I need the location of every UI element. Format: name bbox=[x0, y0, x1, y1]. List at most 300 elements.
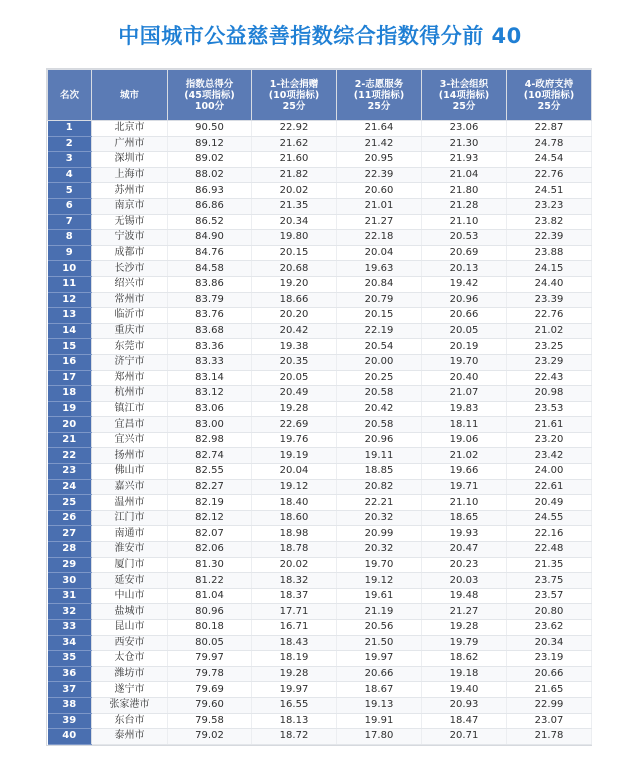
city-cell: 潍坊市 bbox=[92, 666, 168, 682]
rank-cell: 17 bbox=[48, 370, 92, 386]
volunteer-cell: 19.11 bbox=[337, 448, 422, 464]
donation-cell: 18.60 bbox=[252, 510, 337, 526]
ranking-table bbox=[47, 69, 592, 745]
volunteer-cell: 20.54 bbox=[337, 339, 422, 355]
table-row bbox=[48, 401, 592, 417]
total-score-cell: 84.58 bbox=[168, 261, 252, 277]
total-score-cell: 83.33 bbox=[168, 354, 252, 370]
rank-cell: 24 bbox=[48, 479, 92, 495]
gov-support-cell: 23.75 bbox=[507, 573, 592, 589]
city-cell: 南京市 bbox=[92, 198, 168, 214]
social-org-cell: 20.40 bbox=[422, 370, 507, 386]
table-row bbox=[48, 526, 592, 542]
city-cell: 泰州市 bbox=[92, 729, 168, 745]
volunteer-cell: 20.60 bbox=[337, 183, 422, 199]
donation-cell: 18.78 bbox=[252, 542, 337, 558]
header-line: (11项指标) bbox=[353, 89, 405, 101]
social-org-cell: 19.83 bbox=[422, 401, 507, 417]
social-org-cell: 19.28 bbox=[422, 620, 507, 636]
gov-support-cell: 20.66 bbox=[507, 666, 592, 682]
rank-cell: 26 bbox=[48, 510, 92, 526]
gov-support-cell: 23.07 bbox=[507, 713, 592, 729]
header-line: 100分 bbox=[194, 100, 225, 112]
total-score-cell: 80.18 bbox=[168, 620, 252, 636]
donation-cell: 19.20 bbox=[252, 276, 337, 292]
city-cell: 长沙市 bbox=[92, 261, 168, 277]
rank-cell: 16 bbox=[48, 354, 92, 370]
table-row bbox=[48, 214, 592, 230]
header-line: (10项指标) bbox=[523, 89, 575, 101]
city-cell: 郑州市 bbox=[92, 370, 168, 386]
rank-cell: 11 bbox=[48, 276, 92, 292]
donation-cell: 18.43 bbox=[252, 635, 337, 651]
total-score-cell: 79.69 bbox=[168, 682, 252, 698]
table-row bbox=[48, 479, 592, 495]
rank-cell: 1 bbox=[48, 121, 92, 137]
rank-cell: 33 bbox=[48, 620, 92, 636]
total-score-cell: 82.12 bbox=[168, 510, 252, 526]
volunteer-cell: 19.63 bbox=[337, 261, 422, 277]
volunteer-cell: 22.19 bbox=[337, 323, 422, 339]
gov-support-cell: 21.65 bbox=[507, 682, 592, 698]
total-score-cell: 83.14 bbox=[168, 370, 252, 386]
header-line: 指数总得分 bbox=[185, 78, 234, 90]
total-score-cell: 82.19 bbox=[168, 495, 252, 511]
table-row bbox=[48, 713, 592, 729]
city-cell: 宜兴市 bbox=[92, 432, 168, 448]
volunteer-cell: 21.27 bbox=[337, 214, 422, 230]
social-org-cell: 23.06 bbox=[422, 121, 507, 137]
donation-cell: 20.34 bbox=[252, 214, 337, 230]
table-row bbox=[48, 308, 592, 324]
table-row bbox=[48, 697, 592, 713]
donation-cell: 19.12 bbox=[252, 479, 337, 495]
gov-support-cell: 23.88 bbox=[507, 245, 592, 261]
total-score-cell: 84.90 bbox=[168, 230, 252, 246]
volunteer-cell: 20.15 bbox=[337, 308, 422, 324]
volunteer-cell: 19.97 bbox=[337, 651, 422, 667]
social-org-cell: 19.48 bbox=[422, 588, 507, 604]
volunteer-cell: 20.96 bbox=[337, 432, 422, 448]
header-line: 25分 bbox=[367, 100, 391, 112]
rank-cell: 32 bbox=[48, 604, 92, 620]
total-score-cell: 81.04 bbox=[168, 588, 252, 604]
gov-support-cell: 23.62 bbox=[507, 620, 592, 636]
social-org-cell: 19.40 bbox=[422, 682, 507, 698]
city-cell: 厦门市 bbox=[92, 557, 168, 573]
volunteer-cell: 20.84 bbox=[337, 276, 422, 292]
header-line: 名次 bbox=[59, 89, 79, 101]
gov-support-cell: 20.80 bbox=[507, 604, 592, 620]
gov-support-cell: 22.76 bbox=[507, 308, 592, 324]
donation-cell: 18.37 bbox=[252, 588, 337, 604]
table-row bbox=[48, 448, 592, 464]
header-line: 25分 bbox=[282, 100, 306, 112]
city-cell: 成都市 bbox=[92, 245, 168, 261]
city-cell: 西安市 bbox=[92, 635, 168, 651]
header-city bbox=[92, 70, 168, 121]
social-org-cell: 19.66 bbox=[422, 464, 507, 480]
table-row bbox=[48, 245, 592, 261]
social-org-cell: 21.02 bbox=[422, 448, 507, 464]
header-rank bbox=[48, 70, 92, 121]
total-score-cell: 82.98 bbox=[168, 432, 252, 448]
social-org-cell: 21.27 bbox=[422, 604, 507, 620]
rank-cell: 37 bbox=[48, 682, 92, 698]
gov-support-cell: 23.25 bbox=[507, 339, 592, 355]
volunteer-cell: 21.19 bbox=[337, 604, 422, 620]
rank-cell: 25 bbox=[48, 495, 92, 511]
gov-support-cell: 24.15 bbox=[507, 261, 592, 277]
rank-cell: 29 bbox=[48, 557, 92, 573]
gov-support-cell: 23.23 bbox=[507, 198, 592, 214]
social-org-cell: 21.30 bbox=[422, 136, 507, 152]
table-row bbox=[48, 651, 592, 667]
gov-support-cell: 23.57 bbox=[507, 588, 592, 604]
total-score-cell: 79.58 bbox=[168, 713, 252, 729]
volunteer-cell: 18.85 bbox=[337, 464, 422, 480]
city-cell: 温州市 bbox=[92, 495, 168, 511]
social-org-cell: 21.10 bbox=[422, 214, 507, 230]
city-cell: 苏州市 bbox=[92, 183, 168, 199]
city-cell: 东莞市 bbox=[92, 339, 168, 355]
donation-cell: 17.71 bbox=[252, 604, 337, 620]
city-cell: 江门市 bbox=[92, 510, 168, 526]
volunteer-cell: 19.12 bbox=[337, 573, 422, 589]
gov-support-cell: 22.76 bbox=[507, 167, 592, 183]
table-row bbox=[48, 136, 592, 152]
gov-support-cell: 22.87 bbox=[507, 121, 592, 137]
rank-cell: 13 bbox=[48, 308, 92, 324]
gov-support-cell: 23.19 bbox=[507, 651, 592, 667]
total-score-cell: 83.00 bbox=[168, 417, 252, 433]
table-row bbox=[48, 230, 592, 246]
rank-cell: 3 bbox=[48, 152, 92, 168]
social-org-cell: 19.71 bbox=[422, 479, 507, 495]
table-row bbox=[48, 464, 592, 480]
social-org-cell: 21.93 bbox=[422, 152, 507, 168]
header-line: (45项指标) bbox=[184, 89, 235, 101]
gov-support-cell: 21.02 bbox=[507, 323, 592, 339]
donation-cell: 20.15 bbox=[252, 245, 337, 261]
social-org-cell: 20.03 bbox=[422, 573, 507, 589]
total-score-cell: 83.68 bbox=[168, 323, 252, 339]
total-score-cell: 83.79 bbox=[168, 292, 252, 308]
donation-cell: 19.38 bbox=[252, 339, 337, 355]
header-line: 2-志愿服务 bbox=[354, 78, 404, 90]
city-cell: 嘉兴市 bbox=[92, 479, 168, 495]
social-org-cell: 19.42 bbox=[422, 276, 507, 292]
total-score-cell: 81.22 bbox=[168, 573, 252, 589]
volunteer-cell: 21.64 bbox=[337, 121, 422, 137]
gov-support-cell: 20.98 bbox=[507, 386, 592, 402]
header-line: 1-社会捐赠 bbox=[269, 78, 319, 90]
city-cell: 宜昌市 bbox=[92, 417, 168, 433]
donation-cell: 18.19 bbox=[252, 651, 337, 667]
donation-cell: 20.35 bbox=[252, 354, 337, 370]
social-org-cell: 18.65 bbox=[422, 510, 507, 526]
volunteer-cell: 19.13 bbox=[337, 697, 422, 713]
header-social-org bbox=[422, 70, 507, 121]
volunteer-cell: 21.50 bbox=[337, 635, 422, 651]
total-score-cell: 82.74 bbox=[168, 448, 252, 464]
table-row bbox=[48, 682, 592, 698]
table-row bbox=[48, 292, 592, 308]
volunteer-cell: 20.42 bbox=[337, 401, 422, 417]
rank-cell: 35 bbox=[48, 651, 92, 667]
table-row bbox=[48, 323, 592, 339]
header-line: 25分 bbox=[537, 100, 561, 112]
table-row bbox=[48, 620, 592, 636]
social-org-cell: 18.62 bbox=[422, 651, 507, 667]
total-score-cell: 83.12 bbox=[168, 386, 252, 402]
gov-support-cell: 23.39 bbox=[507, 292, 592, 308]
rank-cell: 34 bbox=[48, 635, 92, 651]
social-org-cell: 20.23 bbox=[422, 557, 507, 573]
social-org-cell: 20.69 bbox=[422, 245, 507, 261]
total-score-cell: 80.05 bbox=[168, 635, 252, 651]
social-org-cell: 21.07 bbox=[422, 386, 507, 402]
rank-cell: 15 bbox=[48, 339, 92, 355]
total-score-cell: 89.02 bbox=[168, 152, 252, 168]
city-cell: 昆山市 bbox=[92, 620, 168, 636]
page-title: 中国城市公益慈善指数综合指数得分前 40 bbox=[118, 24, 522, 48]
total-score-cell: 79.02 bbox=[168, 729, 252, 745]
total-score-cell: 83.76 bbox=[168, 308, 252, 324]
volunteer-cell: 20.99 bbox=[337, 526, 422, 542]
donation-cell: 20.02 bbox=[252, 183, 337, 199]
social-org-cell: 21.80 bbox=[422, 183, 507, 199]
rank-cell: 6 bbox=[48, 198, 92, 214]
city-cell: 东台市 bbox=[92, 713, 168, 729]
table-row bbox=[48, 635, 592, 651]
rank-cell: 23 bbox=[48, 464, 92, 480]
volunteer-cell: 20.95 bbox=[337, 152, 422, 168]
total-score-cell: 83.36 bbox=[168, 339, 252, 355]
total-score-cell: 80.96 bbox=[168, 604, 252, 620]
gov-support-cell: 21.61 bbox=[507, 417, 592, 433]
donation-cell: 19.97 bbox=[252, 682, 337, 698]
header-line: (14项指标) bbox=[438, 89, 490, 101]
total-score-cell: 82.55 bbox=[168, 464, 252, 480]
total-score-cell: 79.97 bbox=[168, 651, 252, 667]
social-org-cell: 19.93 bbox=[422, 526, 507, 542]
table-row bbox=[48, 121, 592, 137]
city-cell: 张家港市 bbox=[92, 697, 168, 713]
gov-support-cell: 24.54 bbox=[507, 152, 592, 168]
city-cell: 宁波市 bbox=[92, 230, 168, 246]
social-org-cell: 20.66 bbox=[422, 308, 507, 324]
total-score-cell: 79.60 bbox=[168, 697, 252, 713]
volunteer-cell: 20.04 bbox=[337, 245, 422, 261]
donation-cell: 20.68 bbox=[252, 261, 337, 277]
donation-cell: 22.92 bbox=[252, 121, 337, 137]
donation-cell: 20.04 bbox=[252, 464, 337, 480]
gov-support-cell: 23.53 bbox=[507, 401, 592, 417]
city-cell: 镇江市 bbox=[92, 401, 168, 417]
total-score-cell: 81.30 bbox=[168, 557, 252, 573]
header-line: 城市 bbox=[119, 89, 139, 101]
city-cell: 中山市 bbox=[92, 588, 168, 604]
total-score-cell: 86.86 bbox=[168, 198, 252, 214]
social-org-cell: 20.05 bbox=[422, 323, 507, 339]
table-row bbox=[48, 495, 592, 511]
volunteer-cell: 20.58 bbox=[337, 386, 422, 402]
donation-cell: 22.69 bbox=[252, 417, 337, 433]
header-gov-support bbox=[507, 70, 592, 121]
total-score-cell: 86.93 bbox=[168, 183, 252, 199]
volunteer-cell: 19.61 bbox=[337, 588, 422, 604]
volunteer-cell: 19.70 bbox=[337, 557, 422, 573]
gov-support-cell: 23.42 bbox=[507, 448, 592, 464]
table-row bbox=[48, 339, 592, 355]
table-row bbox=[48, 588, 592, 604]
volunteer-cell: 20.58 bbox=[337, 417, 422, 433]
gov-support-cell: 22.43 bbox=[507, 370, 592, 386]
gov-support-cell: 22.48 bbox=[507, 542, 592, 558]
donation-cell: 21.35 bbox=[252, 198, 337, 214]
volunteer-cell: 20.25 bbox=[337, 370, 422, 386]
gov-support-cell: 24.40 bbox=[507, 276, 592, 292]
gov-support-cell: 24.00 bbox=[507, 464, 592, 480]
total-score-cell: 84.76 bbox=[168, 245, 252, 261]
gov-support-cell: 24.78 bbox=[507, 136, 592, 152]
volunteer-cell: 20.56 bbox=[337, 620, 422, 636]
city-cell: 无锡市 bbox=[92, 214, 168, 230]
rank-cell: 9 bbox=[48, 245, 92, 261]
total-score-cell: 83.86 bbox=[168, 276, 252, 292]
donation-cell: 19.76 bbox=[252, 432, 337, 448]
rank-cell: 20 bbox=[48, 417, 92, 433]
table-row bbox=[48, 354, 592, 370]
gov-support-cell: 20.34 bbox=[507, 635, 592, 651]
gov-support-cell: 24.55 bbox=[507, 510, 592, 526]
city-cell: 太仓市 bbox=[92, 651, 168, 667]
table-row bbox=[48, 729, 592, 745]
social-org-cell: 19.70 bbox=[422, 354, 507, 370]
social-org-cell: 21.10 bbox=[422, 495, 507, 511]
donation-cell: 16.55 bbox=[252, 697, 337, 713]
table-row bbox=[48, 152, 592, 168]
donation-cell: 16.71 bbox=[252, 620, 337, 636]
table-body bbox=[48, 121, 592, 745]
donation-cell: 18.72 bbox=[252, 729, 337, 745]
rank-cell: 27 bbox=[48, 526, 92, 542]
volunteer-cell: 20.32 bbox=[337, 510, 422, 526]
total-score-cell: 86.52 bbox=[168, 214, 252, 230]
gov-support-cell: 21.78 bbox=[507, 729, 592, 745]
gov-support-cell: 22.61 bbox=[507, 479, 592, 495]
gov-support-cell: 24.51 bbox=[507, 183, 592, 199]
table-row bbox=[48, 183, 592, 199]
social-org-cell: 20.71 bbox=[422, 729, 507, 745]
rank-cell: 28 bbox=[48, 542, 92, 558]
header-line: 25分 bbox=[452, 100, 476, 112]
rank-cell: 10 bbox=[48, 261, 92, 277]
donation-cell: 18.32 bbox=[252, 573, 337, 589]
table-row bbox=[48, 666, 592, 682]
table-row bbox=[48, 510, 592, 526]
social-org-cell: 18.11 bbox=[422, 417, 507, 433]
city-cell: 上海市 bbox=[92, 167, 168, 183]
city-cell: 盐城市 bbox=[92, 604, 168, 620]
total-score-cell: 82.27 bbox=[168, 479, 252, 495]
volunteer-cell: 19.91 bbox=[337, 713, 422, 729]
table-row bbox=[48, 432, 592, 448]
city-cell: 淮安市 bbox=[92, 542, 168, 558]
table-row bbox=[48, 167, 592, 183]
rank-cell: 7 bbox=[48, 214, 92, 230]
rank-cell: 30 bbox=[48, 573, 92, 589]
rank-cell: 38 bbox=[48, 697, 92, 713]
header-donation bbox=[252, 70, 337, 121]
city-cell: 佛山市 bbox=[92, 464, 168, 480]
volunteer-cell: 20.66 bbox=[337, 666, 422, 682]
social-org-cell: 20.13 bbox=[422, 261, 507, 277]
social-org-cell: 19.18 bbox=[422, 666, 507, 682]
social-org-cell: 21.28 bbox=[422, 198, 507, 214]
gov-support-cell: 23.29 bbox=[507, 354, 592, 370]
table-row bbox=[48, 417, 592, 433]
city-cell: 广州市 bbox=[92, 136, 168, 152]
social-org-cell: 19.06 bbox=[422, 432, 507, 448]
rank-cell: 40 bbox=[48, 729, 92, 745]
table-row bbox=[48, 198, 592, 214]
table-row bbox=[48, 276, 592, 292]
total-score-cell: 79.78 bbox=[168, 666, 252, 682]
donation-cell: 18.98 bbox=[252, 526, 337, 542]
city-cell: 济宁市 bbox=[92, 354, 168, 370]
city-cell: 遂宁市 bbox=[92, 682, 168, 698]
rank-cell: 19 bbox=[48, 401, 92, 417]
header-line: 4-政府支持 bbox=[524, 78, 574, 90]
table-header-row bbox=[48, 70, 592, 121]
social-org-cell: 20.53 bbox=[422, 230, 507, 246]
city-cell: 延安市 bbox=[92, 573, 168, 589]
rank-cell: 36 bbox=[48, 666, 92, 682]
volunteer-cell: 17.80 bbox=[337, 729, 422, 745]
city-cell: 常州市 bbox=[92, 292, 168, 308]
rank-cell: 14 bbox=[48, 323, 92, 339]
header-line: (10项指标) bbox=[268, 89, 320, 101]
table-row bbox=[48, 557, 592, 573]
rank-cell: 39 bbox=[48, 713, 92, 729]
rank-cell: 4 bbox=[48, 167, 92, 183]
volunteer-cell: 22.39 bbox=[337, 167, 422, 183]
rank-cell: 22 bbox=[48, 448, 92, 464]
rank-cell: 18 bbox=[48, 386, 92, 402]
gov-support-cell: 23.82 bbox=[507, 214, 592, 230]
donation-cell: 19.80 bbox=[252, 230, 337, 246]
social-org-cell: 21.04 bbox=[422, 167, 507, 183]
volunteer-cell: 22.21 bbox=[337, 495, 422, 511]
table-row bbox=[48, 604, 592, 620]
donation-cell: 18.13 bbox=[252, 713, 337, 729]
gov-support-cell: 22.99 bbox=[507, 697, 592, 713]
rank-cell: 21 bbox=[48, 432, 92, 448]
city-cell: 扬州市 bbox=[92, 448, 168, 464]
total-score-cell: 90.50 bbox=[168, 121, 252, 137]
rank-cell: 8 bbox=[48, 230, 92, 246]
donation-cell: 21.60 bbox=[252, 152, 337, 168]
city-cell: 重庆市 bbox=[92, 323, 168, 339]
city-cell: 深圳市 bbox=[92, 152, 168, 168]
rank-cell: 2 bbox=[48, 136, 92, 152]
total-score-cell: 82.06 bbox=[168, 542, 252, 558]
donation-cell: 19.28 bbox=[252, 666, 337, 682]
donation-cell: 20.20 bbox=[252, 308, 337, 324]
social-org-cell: 20.19 bbox=[422, 339, 507, 355]
